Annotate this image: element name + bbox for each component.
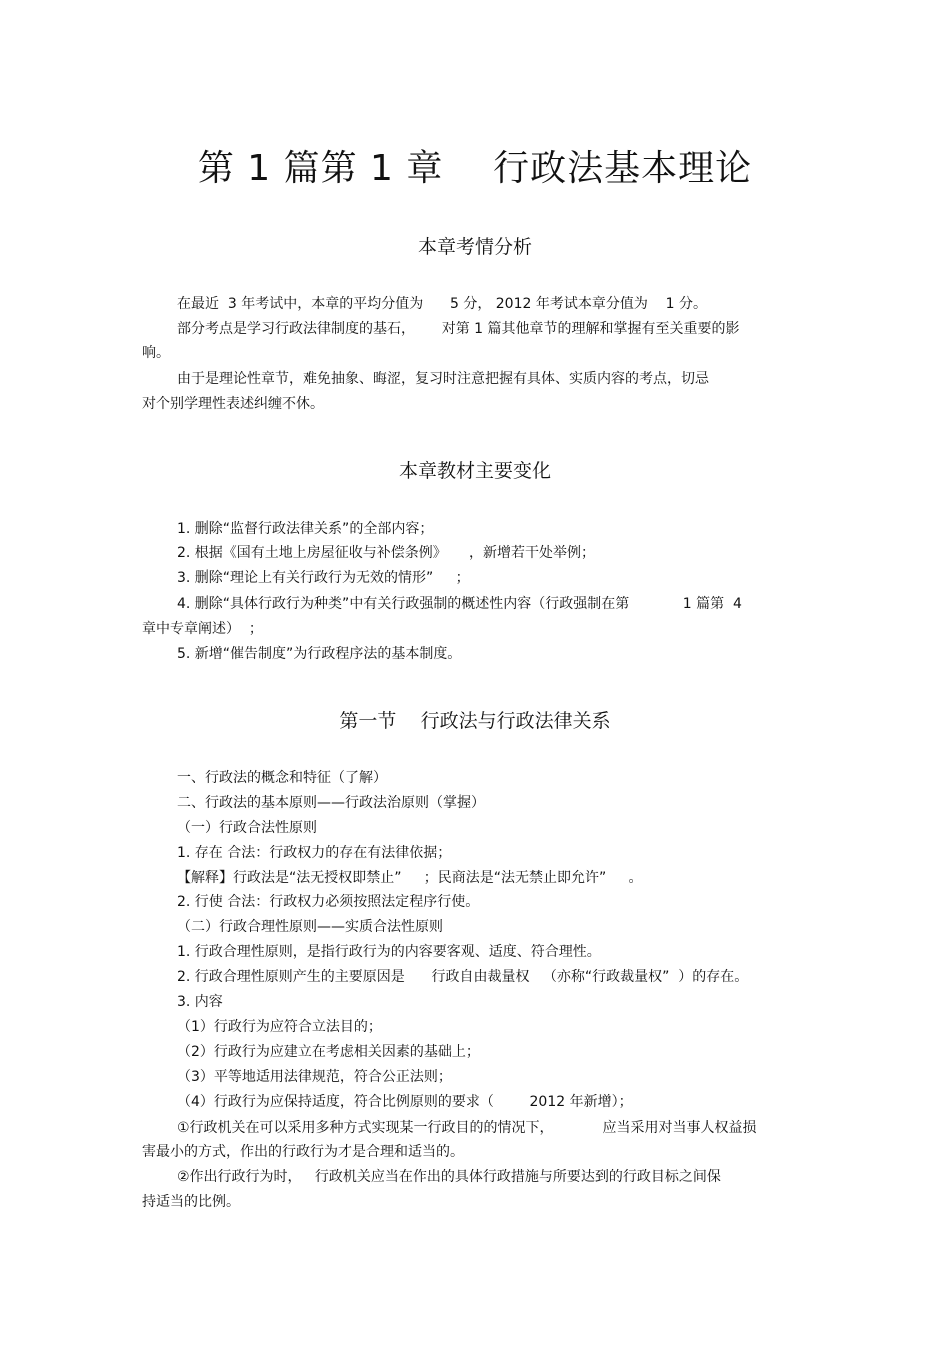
section-line-5: 【解释】行政法是“法无授权即禁止” ；民商法是“法无禁止即允许” 。 [177, 870, 643, 886]
section-line-15: ①行政机关在可以采用多种方式实现某一行政目的的情况下， 应当采用对当事人权益损 [177, 1120, 757, 1136]
section-line-13: （3）平等地适用法律规范，符合公正法则； [177, 1069, 452, 1085]
section-line-9: 2. 行政合理性原则产生的主要原因是 行政自由裁量权 （亦称“行政裁量权” ）的存在。 [177, 969, 749, 985]
change-item-5: 5. 新增“催告制度”为行政程序法的基本制度。 [177, 646, 462, 662]
section-line-10: 3. 内容 [177, 994, 223, 1010]
change-item-1: 1. 删除“监督行政法律关系”的全部内容； [177, 521, 434, 537]
analysis-paragraph-3: 由于是理论性章节，难免抽象、晦涩，复习时注意把握有具体、实质内容的考点，切忌 [177, 371, 709, 387]
analysis-paragraph-1: 在最近 3 年考试中，本章的平均分值为 5 分， 2012 年考试本章分值为 1 分。 [177, 296, 708, 312]
section-line-4: 1. 存在 合法：行政权力的存在有法律依据； [177, 845, 452, 861]
section-line-2: 二、行政法的基本原则——行政法治原则（掌握） [177, 795, 485, 811]
change-item-2: 2. 根据《国有土地上房屋征收与补偿条例》 ，新增若干处举例； [177, 545, 596, 561]
change-item-4-cont: 章中专章阐述） ； [142, 621, 263, 637]
section-line-14: （4）行政行为应保持适度，符合比例原则的要求（ 2012 年新增）； [177, 1094, 633, 1110]
section-1-heading: 第一节 行政法与行政法律关系 [339, 710, 611, 732]
change-item-3: 3. 删除“理论上有关行政行为无效的情形” ； [177, 570, 470, 586]
section-line-3: （一）行政合法性原则 [177, 820, 317, 836]
section-line-11: （1）行政行为应符合立法目的； [177, 1019, 382, 1035]
section-line-8: 1. 行政合理性原则，是指行政行为的内容要客观、适度、符合理性。 [177, 944, 601, 960]
section-line-15-cont: 害最小的方式，作出的行政行为才是合理和适当的。 [142, 1144, 464, 1160]
changes-heading: 本章教材主要变化 [398, 460, 551, 482]
chapter-title: 第 1 篇第 1 章 行政法基本理论 [197, 148, 753, 189]
analysis-heading: 本章考情分析 [417, 236, 532, 258]
section-line-12: （2）行政行为应建立在考虑相关因素的基础上； [177, 1044, 480, 1060]
change-item-4: 4. 删除“具体行政行为种类”中有关行政强制的概述性内容（行政强制在第 1 篇第 4 [177, 596, 742, 612]
analysis-paragraph-3-cont: 对个别学理性表述纠缠不休。 [142, 396, 324, 412]
section-line-16-cont: 持适当的比例。 [142, 1194, 240, 1210]
section-line-16: ②作出行政行为时， 行政机关应当在作出的具体行政措施与所要达到的行政目标之间保 [177, 1169, 721, 1185]
section-line-7: （二）行政合理性原则——实质合法性原则 [177, 919, 443, 935]
section-line-1: 一、行政法的概念和特征（了解） [177, 770, 387, 786]
analysis-paragraph-2-cont: 响。 [142, 345, 170, 361]
analysis-paragraph-2: 部分考点是学习行政法律制度的基石， 对第 1 篇其他章节的理解和掌握有至关重要的影 [177, 321, 740, 337]
section-line-6: 2. 行使 合法：行政权力必须按照法定程序行使。 [177, 894, 480, 910]
